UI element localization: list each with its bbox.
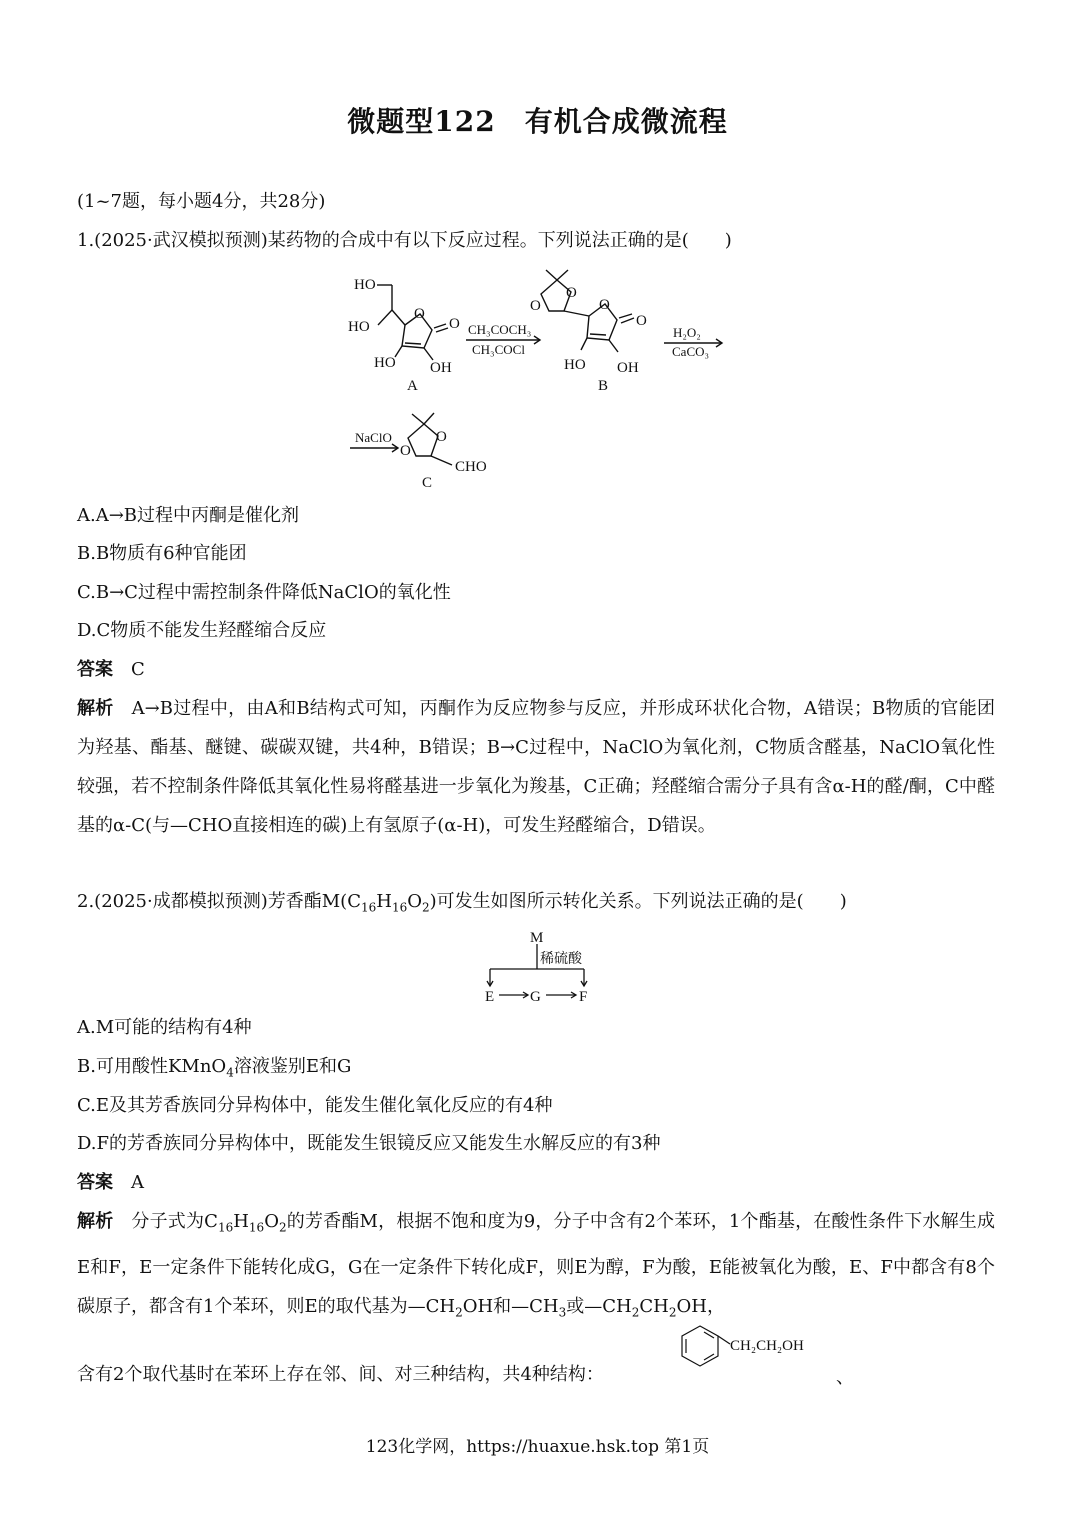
option-text: 溶液鉴别E和G — [233, 1056, 352, 1077]
answer-label: 答案 — [77, 659, 113, 680]
analysis-label: 解析 — [77, 698, 114, 719]
arrow-1-reagent-bottom: CH₃COCl — [472, 342, 525, 357]
compound-b-oh-label: OH — [617, 360, 639, 376]
arrow-1-reagent-top: CH₃COCH₃ — [468, 322, 532, 337]
compound-b-oxygen: O — [566, 285, 577, 301]
subscript: 4 — [226, 1065, 234, 1080]
flow-reagent-label: 稀硫酸 — [540, 952, 582, 967]
stem-text: O — [407, 891, 423, 912]
subscript: 2 — [278, 1220, 287, 1235]
analysis-text: 或—CH — [566, 1295, 632, 1317]
question-1-option-c: C.B→C过程中需控制条件降低NaClO的氧化性 — [77, 582, 451, 603]
analysis-text: OH和—CH — [462, 1295, 559, 1317]
stem-text: )可发生如图所示转化关系。下列说法正确的是( ) — [429, 891, 847, 912]
analysis-text: H — [233, 1211, 249, 1232]
flow-g-label: G — [530, 989, 541, 1005]
compound-c-cho-label: CHO — [455, 459, 487, 475]
analysis-text: 的芳香酯M，根据不饱和度为9，分子中含有2个苯环，1个酯基，在酸性条件下水解生成E和F，E一定条件下能转化成G，G在一定条件下转化成F，则E为醇，F为酸，E能被氧化为酸，E、F中都含有8个碳原子，都含有1个苯环，则E的取代基为—CH — [77, 1211, 996, 1317]
compound-a-ho-label: HO — [354, 277, 376, 293]
subscript: 16 — [248, 1220, 265, 1235]
arrow-2-reagent-top: H₂O₂ — [673, 325, 701, 340]
question-1-stem: 1.(2025·武汉模拟预测)某药物的合成中有以下反应过程。下列说法正确的是( ) — [77, 230, 732, 251]
compound-b-ho-label: HO — [564, 357, 586, 373]
stem-text: 2.(2025·成都模拟预测)芳香酯M(C — [77, 891, 361, 912]
compound-c-label: C — [422, 475, 433, 491]
analysis-label: 解析 — [77, 1211, 114, 1232]
compound-c-oxygen: O — [400, 443, 411, 459]
answer-value: A — [131, 1172, 144, 1193]
compound-b-label: B — [598, 378, 609, 394]
compound-a-carbonyl-oxygen: O — [449, 316, 460, 332]
list-separator: 、 — [836, 1367, 854, 1388]
answer-label: 答案 — [77, 1172, 113, 1193]
flow-f-label: F — [579, 989, 588, 1005]
question-2-option-d: D.F的芳香族同分异构体中，既能发生银镜反应又能发生水解反应的有3种 — [77, 1133, 661, 1154]
subscript: 16 — [391, 900, 408, 915]
subscript: 16 — [217, 1220, 234, 1235]
phenylethanol-substituent-label: CH₂CH₂OH — [730, 1338, 804, 1354]
compound-c-oxygen: O — [436, 429, 447, 445]
page-title: 微题型122 有机合成微流程 — [347, 105, 728, 138]
subscript: 2 — [631, 1305, 640, 1320]
question-1-option-b: B.B物质有6种官能团 — [77, 543, 247, 564]
compound-b-carbonyl-oxygen: O — [636, 313, 647, 329]
compound-a-oh-label: OH — [430, 360, 452, 376]
question-2-option-a: A.M可能的结构有4种 — [77, 1017, 252, 1038]
question-2-analysis-last-line: 含有2个取代基时在苯环上存在邻、间、对三种结构，共4种结构： — [77, 1364, 604, 1385]
page-footer: 123化学网，https://huaxue.hsk.top 第1页 — [365, 1437, 710, 1457]
question-1-option-d: D.C物质不能发生羟醛缩合反应 — [77, 620, 327, 641]
analysis-text: A→B过程中，由A和B结构式可知，丙酮作为反应物参与反应，并形成环状化合物，A错误；B物质的官能团为羟基、酯基、醚键、碳碳双键，共4种，B错误；B→C过程中，NaClO为氧化剂，C物质含醛基，NaClO氧化性较强，若不控制条件降低其氧化性易将醛基进一步氧化为羧基，C正确；羟醛缩合需分子具有含α-H的醛/酮，C中醛基的α-C(与—CHO直接相连的碳)上有氢原子(α-H)，可发生羟醛缩合，D错误。 — [77, 698, 995, 836]
compound-a-ring-oxygen: O — [414, 306, 425, 322]
analysis-text: 分子式为C — [131, 1211, 218, 1232]
subscript: 3 — [558, 1305, 567, 1320]
option-text: B.可用酸性KMnO — [77, 1056, 227, 1077]
flow-m-label: M — [530, 930, 544, 946]
subscript: 2 — [422, 900, 430, 915]
compound-a-label: A — [407, 378, 418, 394]
compound-a-ho-label: HO — [348, 319, 370, 335]
subscript: 16 — [360, 900, 377, 915]
section-intro: (1~7题，每小题4分，共28分) — [77, 191, 326, 212]
subscript: 2 — [668, 1305, 677, 1320]
compound-a-ho-label: HO — [374, 355, 396, 371]
analysis-text: O — [264, 1211, 279, 1232]
flow-e-label: E — [485, 989, 495, 1005]
arrow-3-reagent-top: NaClO — [355, 430, 392, 445]
question-2-option-c: C.E及其芳香族同分异构体中，能发生催化氧化反应的有4种 — [77, 1095, 553, 1116]
subscript: 2 — [455, 1305, 463, 1320]
analysis-text: OH， — [676, 1295, 725, 1317]
stem-text: H — [376, 891, 392, 912]
compound-b-ring-oxygen: O — [599, 297, 610, 313]
analysis-text: CH — [639, 1295, 669, 1317]
answer-value: C — [131, 659, 145, 680]
compound-b-oxygen: O — [530, 298, 541, 314]
arrow-2-reagent-bottom: CaCO₃ — [672, 344, 710, 359]
question-1-option-a: A.A→B过程中丙酮是催化剂 — [77, 505, 300, 526]
